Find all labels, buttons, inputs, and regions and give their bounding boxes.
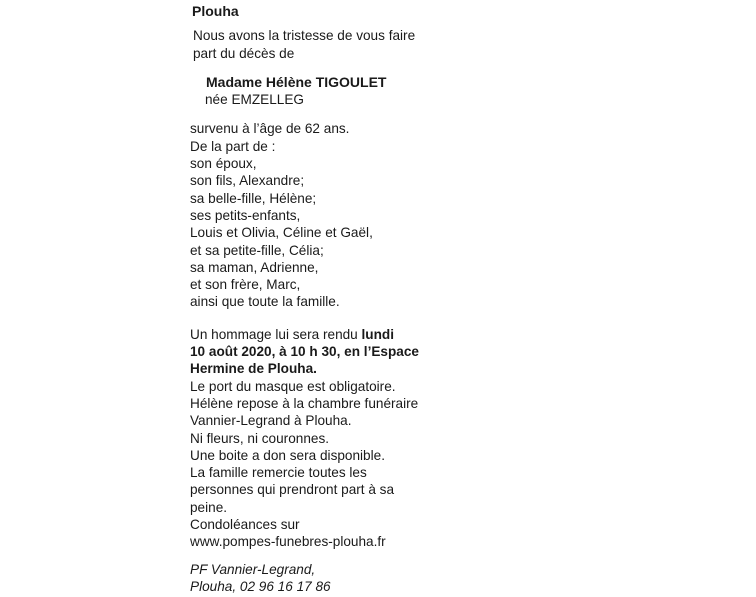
intro-text — [193, 27, 460, 62]
deceased-block — [206, 74, 460, 109]
family-line: sa maman, Adrienne, — [190, 259, 319, 275]
death-notice — [190, 0, 460, 595]
intro-line: part du décès de — [193, 45, 295, 61]
tribute-intro: Un hommage lui sera rendu — [190, 326, 362, 342]
funeral-home-signature — [190, 561, 460, 596]
family-line: et sa petite-fille, Célia; — [190, 242, 324, 258]
deceased-birth-name: née EMZELLEG — [205, 92, 304, 108]
family-line: survenu à l’âge de 62 ans. — [190, 121, 350, 137]
intro-line: Nous avons la tristesse de vous faire — [193, 28, 416, 44]
family-list — [190, 120, 460, 310]
tribute-place: Hermine de Plouha. — [190, 361, 317, 377]
tribute-line: Ni fleurs, ni couronnes. — [190, 430, 330, 446]
family-line: Louis et Olivia, Céline et Gaël, — [190, 225, 373, 241]
funeral-home-name: PF Vannier-Legrand, — [190, 561, 316, 577]
funeral-home-phone: Plouha, 02 96 16 17 86 — [190, 578, 331, 594]
condolence-url: www.pompes-funebres-plouha.fr — [190, 534, 386, 550]
tribute-block — [190, 326, 460, 551]
tribute-line: Une boite a don sera disponible. — [190, 447, 385, 463]
tribute-day: lundi — [361, 326, 394, 342]
tribute-date-time: 10 août 2020, à 10 h 30, en l’Espace — [190, 344, 419, 360]
tribute-line: Vannier-Legrand à Plouha. — [190, 413, 352, 429]
tribute-line: peine. — [190, 499, 228, 515]
tribute-line — [190, 326, 460, 343]
family-line: De la part de : — [190, 138, 276, 154]
tribute-line: Hélène repose à la chambre funéraire — [190, 395, 419, 411]
tribute-line: personnes qui prendront part à sa — [190, 482, 395, 498]
deceased-name: Madame Hélène TIGOULET — [206, 73, 387, 90]
family-line: ses petits-enfants, — [190, 207, 301, 223]
town-heading: Plouha — [192, 3, 239, 19]
tribute-line: Condoléances sur — [190, 517, 300, 533]
family-line: sa belle-fille, Hélène; — [190, 190, 317, 206]
tribute-line: Le port du masque est obligatoire. — [190, 378, 396, 394]
family-line: son époux, — [190, 156, 257, 172]
family-line: ainsi que toute la famille. — [190, 294, 340, 310]
family-line: et son frère, Marc, — [190, 277, 301, 293]
family-line: son fils, Alexandre; — [190, 173, 305, 189]
tribute-line: La famille remercie toutes les — [190, 465, 367, 481]
